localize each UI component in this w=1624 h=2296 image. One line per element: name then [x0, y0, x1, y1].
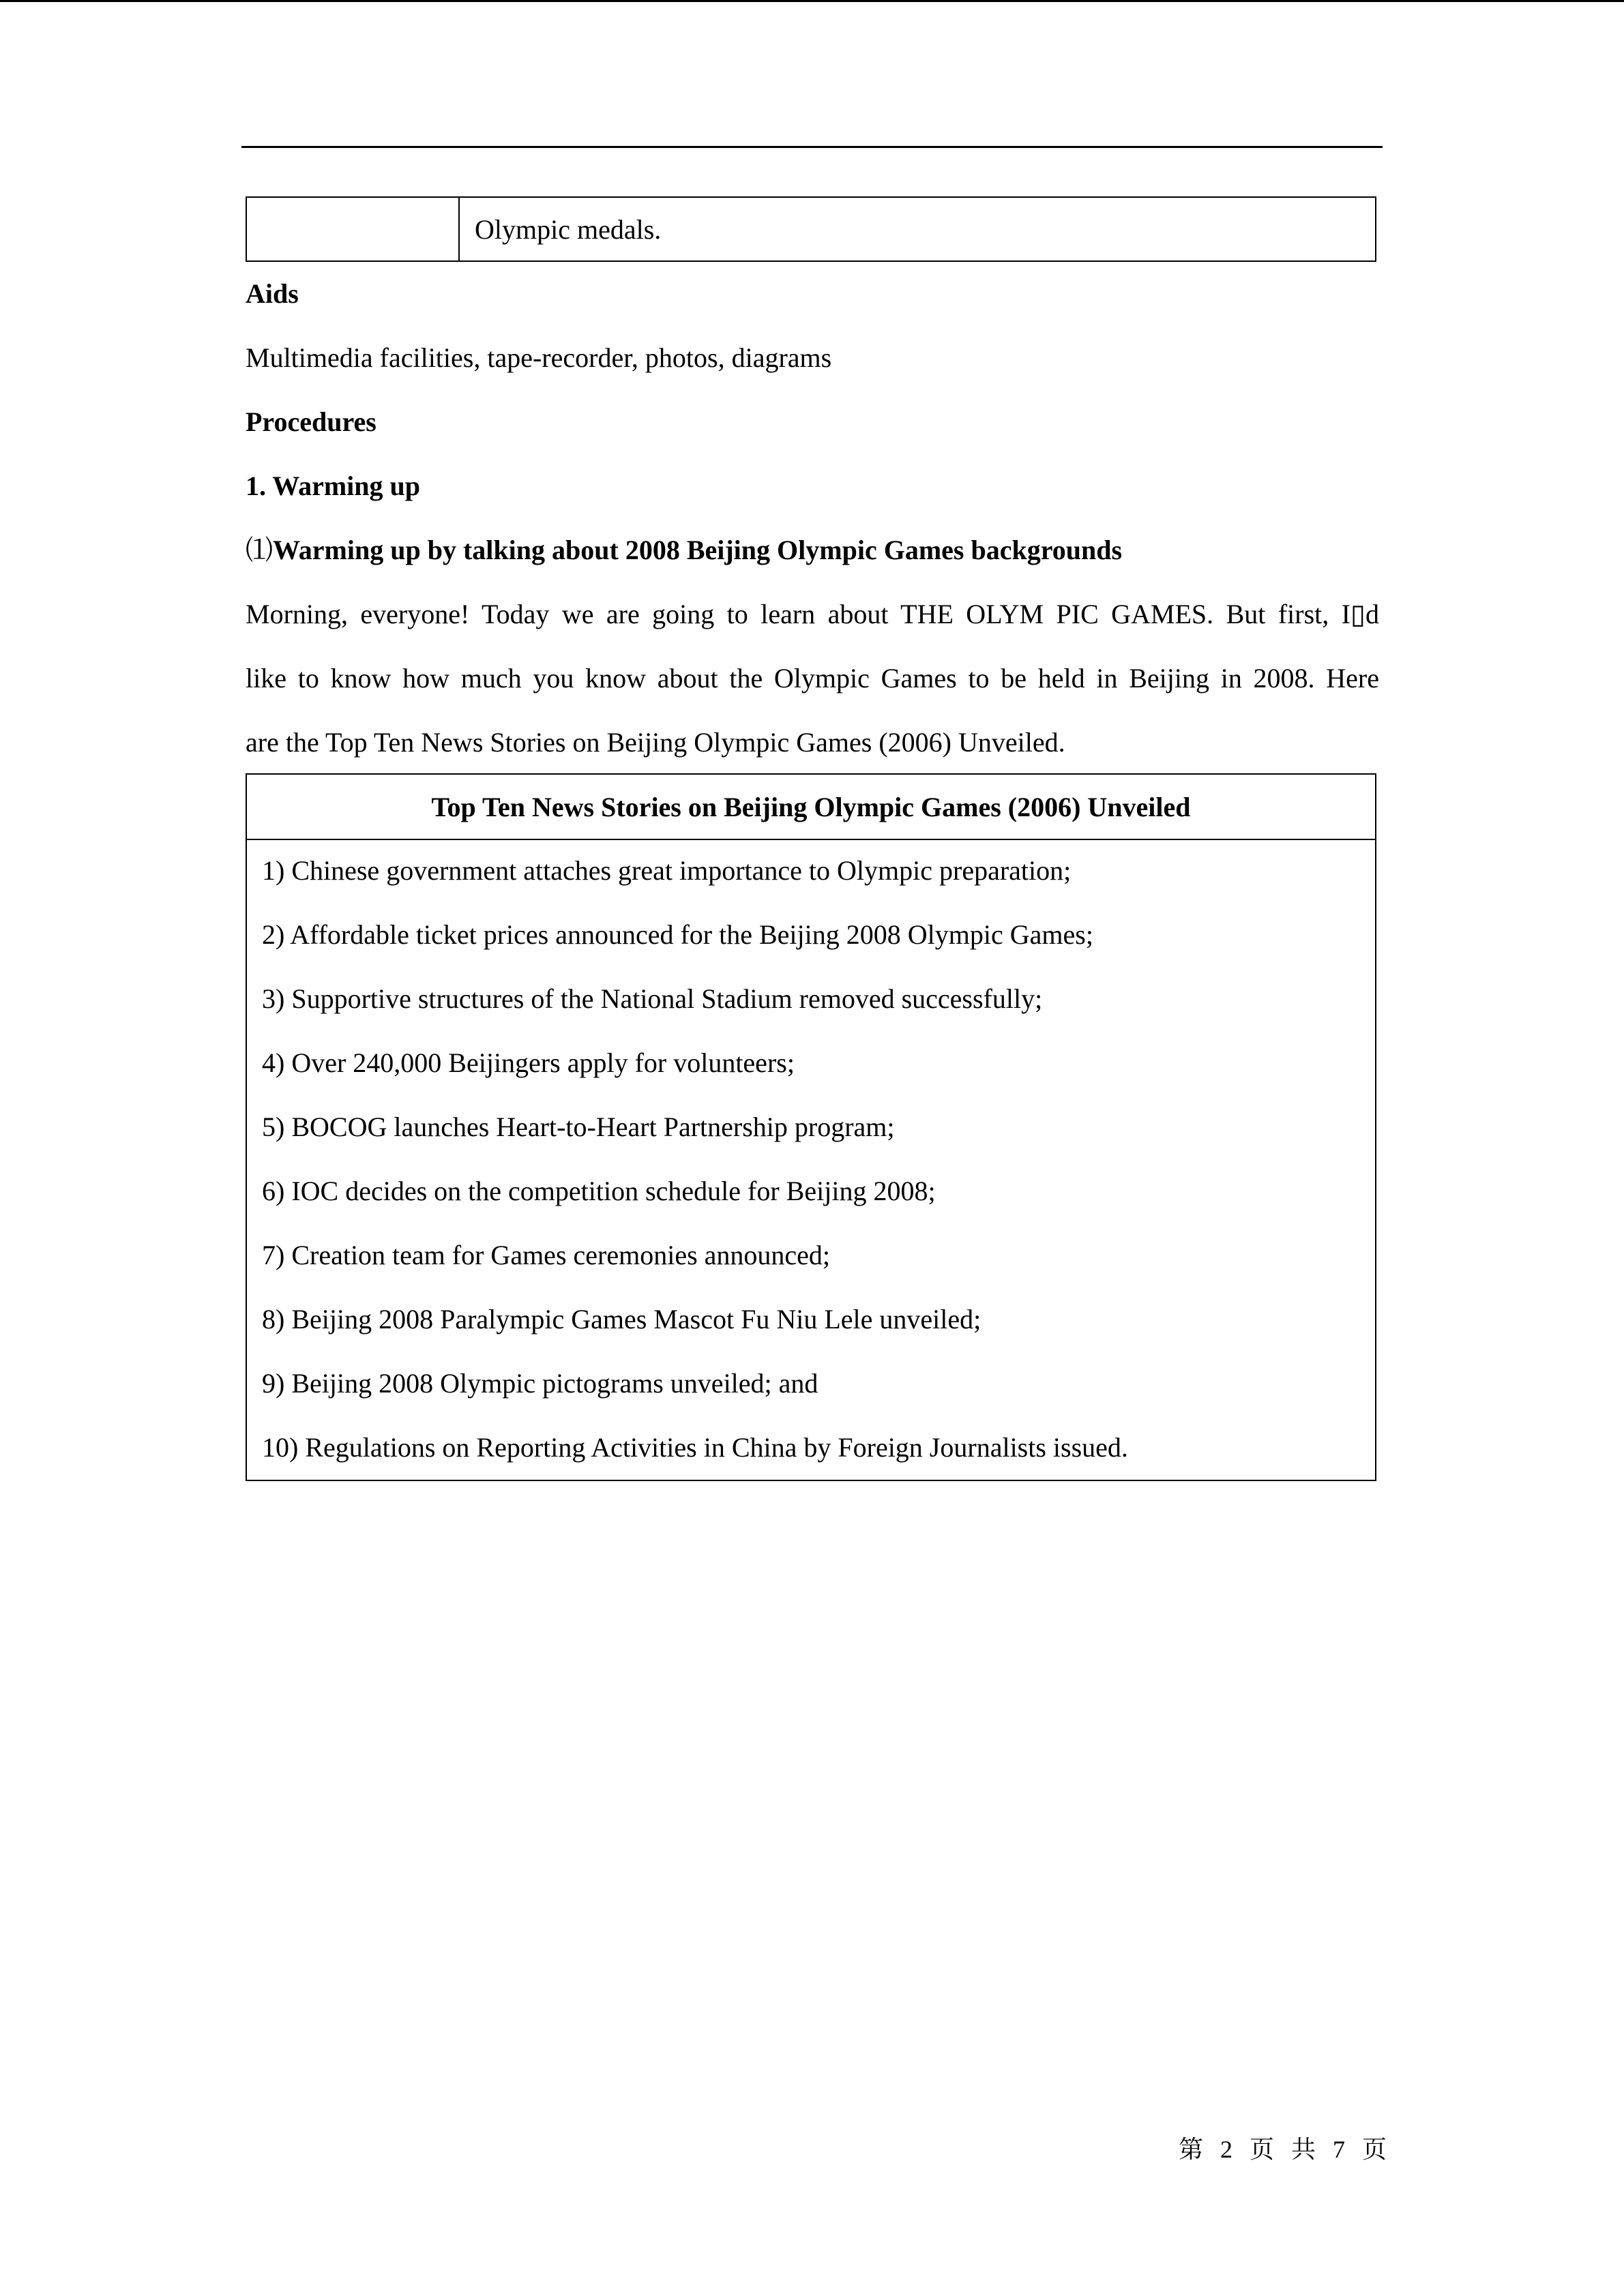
aids-heading: Aids: [246, 278, 299, 309]
list-item: 1) Chinese government attaches great importance to Olympic preparation;: [262, 855, 1072, 886]
news-table-title: Top Ten News Stories on Beijing Olympic Games (2006) Unveiled: [246, 774, 1376, 839]
subsection-heading-text: Warming up by talking about 2008 Beijing Olympic Games backgrounds: [273, 535, 1123, 565]
document-page: [246, 196, 1379, 1481]
news-table-items: [246, 839, 1376, 1480]
list-item: 10) Regulations on Reporting Activities in China by Foreign Journalists issued.: [262, 1432, 1128, 1463]
subsection-marker: ⑴: [246, 535, 273, 565]
warming-up-subheading: [246, 518, 1379, 582]
continued-table-cell-right: Olympic medals.: [459, 197, 1376, 261]
list-item: 6) IOC decides on the competition schedule for Beijing 2008;: [262, 1176, 936, 1206]
list-item: 8) Beijing 2008 Paralympic Games Mascot Fu Niu Lele unveiled;: [262, 1304, 981, 1335]
list-item: 3) Supportive structures of the National Stadium removed successfully;: [262, 983, 1043, 1014]
page-number-footer: 第 2 页 共 7 页: [1179, 2136, 1393, 2163]
paragraph-line-2: like to know how much you know about the Olympic Games to be held in Beijing in 2008. Here: [246, 663, 1379, 694]
list-item: 9) Beijing 2008 Olympic pictograms unveiled; and: [262, 1368, 818, 1399]
paragraph-line-3: are the Top Ten News Stories on Beijing Olympic Games (2006) Unveiled.: [246, 727, 1065, 758]
list-item: 4) Over 240,000 Beijingers apply for volunteers;: [262, 1047, 795, 1078]
header-rule: [241, 146, 1383, 148]
warming-up-heading: 1. Warming up: [246, 471, 420, 501]
table-row: [246, 839, 1376, 1480]
aids-text: Multimedia facilities, tape-recorder, photos, diagrams: [246, 342, 832, 373]
page-top-edge: [0, 0, 1624, 2]
news-table: [246, 773, 1376, 1481]
table-row: [246, 774, 1376, 839]
table-row: [246, 197, 1376, 261]
continued-table: [246, 196, 1376, 262]
paragraph-line-1: Morning, everyone! Today we are going to learn about THE OLYM PIC GAMES. But first, I▯d: [246, 599, 1379, 629]
list-item: 2) Affordable ticket prices announced for the Beijing 2008 Olympic Games;: [262, 919, 1093, 950]
list-item: 5) BOCOG launches Heart-to-Heart Partnership program;: [262, 1112, 895, 1142]
continued-table-cell-left: [246, 197, 459, 261]
list-item: 7) Creation team for Games ceremonies announced;: [262, 1240, 831, 1270]
procedures-heading: Procedures: [246, 406, 377, 437]
